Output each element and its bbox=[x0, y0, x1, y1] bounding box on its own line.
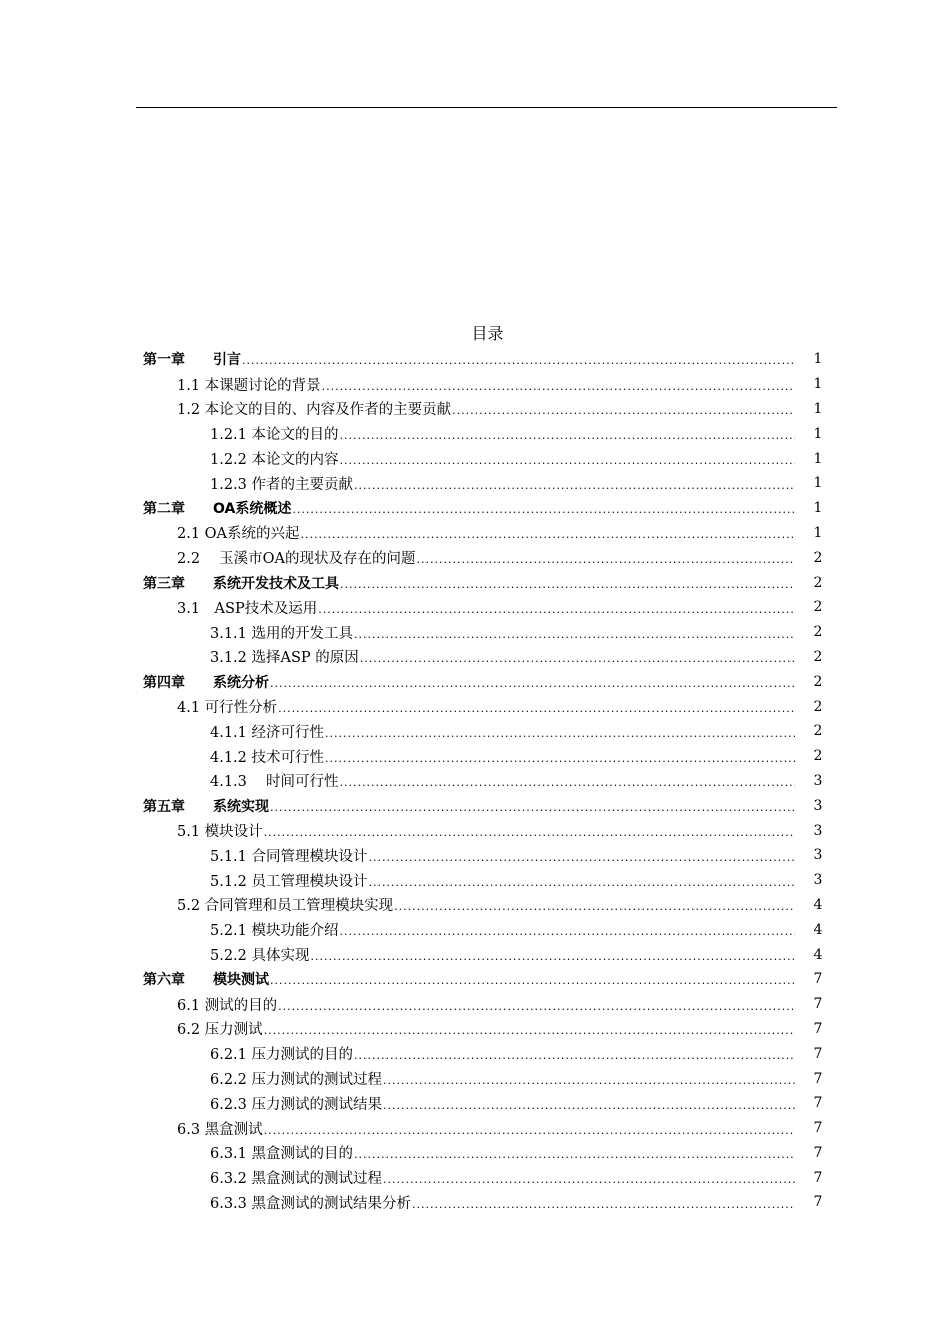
dot-leader bbox=[412, 1198, 795, 1211]
toc-entry-page-number: 4 bbox=[813, 921, 823, 938]
toc-entry-title: 4.1.1 经济可行性 bbox=[210, 724, 325, 741]
dot-leader bbox=[340, 776, 795, 789]
toc-entry-page-number: 4 bbox=[813, 896, 823, 913]
toc-entry-level-2[interactable] bbox=[0, 1017, 950, 1042]
header-rule bbox=[136, 107, 837, 108]
toc-entry-title: 第二章 OA系统概述 bbox=[143, 501, 292, 518]
toc-entry-leader bbox=[210, 473, 795, 494]
toc-entry-leader bbox=[210, 845, 795, 866]
toc-entry-page-number: 1 bbox=[813, 450, 823, 467]
dot-leader bbox=[354, 479, 795, 492]
toc-entry-level-2[interactable] bbox=[0, 595, 950, 620]
toc-entry-leader bbox=[210, 770, 795, 791]
toc-entry-title: 第四章 系统分析 bbox=[143, 674, 269, 691]
toc-entry-level-2[interactable] bbox=[0, 545, 950, 570]
toc-entry-page-number: 1 bbox=[813, 524, 823, 541]
toc-entry-title: 6.3.1 黑盒测试的目的 bbox=[210, 1146, 354, 1163]
toc-entry-level-3[interactable] bbox=[0, 719, 950, 744]
toc-entry-title: 第五章 系统实现 bbox=[143, 798, 269, 815]
toc-entry-title: 5.2.1 模块功能介绍 bbox=[210, 923, 339, 940]
dot-leader bbox=[264, 826, 795, 839]
dot-leader bbox=[325, 752, 795, 765]
toc-entry-level-1[interactable] bbox=[0, 496, 950, 521]
toc-entry-title: 6.2.3 压力测试的测试结果 bbox=[210, 1096, 383, 1113]
toc-entry-leader bbox=[210, 746, 795, 767]
toc-entry-page-number: 2 bbox=[813, 574, 823, 591]
toc-entry-level-1[interactable] bbox=[0, 967, 950, 992]
toc-entry-leader bbox=[143, 969, 795, 989]
toc-entry-level-3[interactable] bbox=[0, 421, 950, 446]
toc-entry-title: 3.1 ASP技术及运用 bbox=[177, 600, 318, 617]
toc-entry-page-number: 2 bbox=[813, 748, 823, 765]
dot-leader bbox=[340, 454, 795, 467]
toc-entry-title: 6.3 黑盒测试 bbox=[177, 1121, 263, 1138]
toc-entry-level-3[interactable] bbox=[0, 1141, 950, 1166]
dot-leader bbox=[354, 1049, 795, 1062]
toc-entry-page-number: 1 bbox=[813, 400, 823, 417]
toc-entry-leader bbox=[210, 622, 795, 643]
toc-entry-level-2[interactable] bbox=[0, 893, 950, 918]
dot-leader bbox=[301, 528, 795, 541]
toc-entry-leader bbox=[177, 374, 795, 395]
toc-entry-title: 第六章 模块测试 bbox=[143, 972, 269, 989]
toc-entry-level-3[interactable] bbox=[0, 1165, 950, 1190]
dot-leader bbox=[278, 1000, 795, 1013]
toc-entry-level-2[interactable] bbox=[0, 818, 950, 843]
toc-entry-title: 6.2 压力测试 bbox=[177, 1022, 263, 1039]
dot-leader bbox=[383, 1173, 795, 1186]
dot-leader bbox=[369, 876, 795, 889]
toc-entry-page-number: 7 bbox=[813, 971, 823, 988]
toc-entry-page-number: 7 bbox=[813, 1045, 823, 1062]
toc-entry-page-number: 3 bbox=[813, 797, 823, 814]
toc-entry-title: 2.2 玉溪市OA的现状及存在的问题 bbox=[177, 551, 416, 568]
toc-entry-leader bbox=[210, 944, 795, 965]
toc-entry-title: 5.1.1 合同管理模块设计 bbox=[210, 848, 368, 865]
toc-entry-leader bbox=[143, 672, 795, 692]
toc-entry-page-number: 2 bbox=[813, 624, 823, 641]
toc-entry-page-number: 2 bbox=[813, 549, 823, 566]
dot-leader bbox=[311, 950, 795, 963]
toc-entry-title: 5.2 合同管理和员工管理模块实现 bbox=[177, 898, 394, 915]
toc-entry-page-number: 7 bbox=[813, 1070, 823, 1087]
toc-entry-leader bbox=[143, 796, 795, 816]
toc-entry-leader bbox=[177, 398, 795, 419]
dot-leader bbox=[242, 354, 795, 367]
toc-entry-page-number: 3 bbox=[813, 847, 823, 864]
toc-entry-title: 6.3.2 黑盒测试的测试过程 bbox=[210, 1171, 383, 1188]
dot-leader bbox=[278, 702, 795, 715]
toc-entry-leader bbox=[210, 1068, 795, 1089]
toc-entry-title: 3.1.2 选择ASP 的原因 bbox=[210, 650, 359, 667]
toc-entry-title: 第三章 系统开发技术及工具 bbox=[143, 575, 339, 592]
toc-entry-page-number: 2 bbox=[813, 698, 823, 715]
toc-entry-leader bbox=[210, 919, 795, 940]
toc-entry-title: 6.2.1 压力测试的目的 bbox=[210, 1047, 354, 1064]
toc-entry-page-number: 2 bbox=[813, 648, 823, 665]
dot-leader bbox=[292, 503, 795, 516]
toc-entry-title: 1.1 本课题讨论的背景 bbox=[177, 377, 321, 394]
toc-entry-title: 3.1.1 选用的开发工具 bbox=[210, 625, 354, 642]
dot-leader bbox=[417, 553, 795, 566]
toc-entry-level-3[interactable] bbox=[0, 1091, 950, 1116]
toc-entry-level-1[interactable] bbox=[0, 570, 950, 595]
toc-entry-page-number: 1 bbox=[813, 500, 823, 517]
toc-entry-leader bbox=[177, 994, 795, 1015]
toc-entry-leader bbox=[177, 820, 795, 841]
toc-entry-page-number: 1 bbox=[813, 376, 823, 393]
dot-leader bbox=[340, 429, 795, 442]
toc-entry-leader bbox=[210, 448, 795, 469]
toc-entry-leader bbox=[210, 1192, 795, 1213]
toc-entry-leader bbox=[210, 1142, 795, 1163]
toc-entry-page-number: 7 bbox=[813, 1169, 823, 1186]
toc-entry-level-3[interactable] bbox=[0, 744, 950, 769]
toc-entry-leader bbox=[210, 870, 795, 891]
dot-leader bbox=[270, 974, 795, 987]
toc-entry-title: 第一章 引言 bbox=[143, 352, 241, 369]
toc-entry-page-number: 7 bbox=[813, 1120, 823, 1137]
toc-entry-level-3[interactable] bbox=[0, 446, 950, 471]
toc-entry-title: 1.2.1 本论文的目的 bbox=[210, 427, 339, 444]
toc-entry-page-number: 4 bbox=[813, 946, 823, 963]
toc-entry-level-2[interactable] bbox=[0, 694, 950, 719]
toc-entry-level-2[interactable] bbox=[0, 397, 950, 422]
dot-leader bbox=[354, 628, 795, 641]
toc-entry-level-3[interactable] bbox=[0, 1190, 950, 1215]
toc-entry-page-number: 3 bbox=[813, 772, 823, 789]
toc-entry-title: 6.2.2 压力测试的测试过程 bbox=[210, 1072, 383, 1088]
toc-entry-leader bbox=[143, 498, 795, 518]
dot-leader bbox=[383, 1074, 795, 1087]
toc-entry-page-number: 2 bbox=[813, 599, 823, 616]
dot-leader bbox=[452, 404, 795, 417]
dot-leader bbox=[325, 727, 795, 740]
toc-entry-level-3[interactable] bbox=[0, 843, 950, 868]
dot-leader bbox=[264, 1024, 795, 1037]
toc-entry-leader bbox=[210, 1093, 795, 1114]
toc-entry-leader bbox=[143, 349, 795, 369]
toc-entry-level-3[interactable] bbox=[0, 769, 950, 794]
toc-entry-level-3[interactable] bbox=[0, 1041, 950, 1066]
toc-entry-level-2[interactable] bbox=[0, 1116, 950, 1141]
toc-entry-leader bbox=[177, 1018, 795, 1039]
toc-entry-title: 5.1 模块设计 bbox=[177, 824, 263, 841]
toc-entry-level-2[interactable] bbox=[0, 521, 950, 546]
toc-entry-title: 4.1.2 技术可行性 bbox=[210, 749, 325, 766]
toc-entry-leader bbox=[177, 597, 795, 618]
dot-leader bbox=[318, 603, 795, 616]
toc-entry-level-3[interactable] bbox=[0, 1066, 950, 1091]
toc-entry-title: 5.2.2 具体实现 bbox=[210, 948, 310, 965]
toc-entry-title: 1.2 本论文的目的、内容及作者的主要贡献 bbox=[177, 402, 452, 419]
toc-entry-page-number: 7 bbox=[813, 1095, 823, 1112]
toc-entry-level-3[interactable] bbox=[0, 471, 950, 496]
toc-entry-level-1[interactable] bbox=[0, 793, 950, 818]
table-of-contents bbox=[0, 347, 950, 1215]
toc-entry-level-1[interactable] bbox=[0, 347, 950, 372]
toc-entry-leader bbox=[177, 1118, 795, 1139]
toc-entry-page-number: 2 bbox=[813, 723, 823, 740]
toc-entry-page-number: 7 bbox=[813, 1020, 823, 1037]
toc-entry-page-number: 7 bbox=[813, 1144, 823, 1161]
toc-entry-title: 1.2.3 作者的主要贡献 bbox=[210, 476, 354, 493]
toc-entry-title: 1.2.2 本论文的内容 bbox=[210, 452, 339, 469]
dot-leader bbox=[369, 851, 795, 864]
toc-entry-leader bbox=[210, 1043, 795, 1064]
toc-entry-page-number: 7 bbox=[813, 996, 823, 1013]
toc-entry-level-3[interactable] bbox=[0, 868, 950, 893]
toc-entry-leader bbox=[210, 721, 795, 742]
dot-leader bbox=[264, 1124, 795, 1137]
toc-entry-leader bbox=[177, 547, 795, 568]
toc-entry-level-2[interactable] bbox=[0, 992, 950, 1017]
dot-leader bbox=[340, 578, 795, 591]
toc-entry-page-number: 3 bbox=[813, 872, 823, 889]
dot-leader bbox=[270, 801, 795, 814]
dot-leader bbox=[270, 677, 795, 690]
toc-entry-page-number: 2 bbox=[813, 673, 823, 690]
toc-entry-page-number: 1 bbox=[813, 351, 823, 368]
toc-entry-leader bbox=[210, 1167, 795, 1188]
dot-leader bbox=[340, 925, 795, 938]
toc-entry-leader bbox=[210, 646, 795, 667]
toc-entry-level-3[interactable] bbox=[0, 917, 950, 942]
dot-leader bbox=[394, 900, 795, 913]
toc-entry-title: 2.1 OA系统的兴起 bbox=[177, 526, 300, 543]
toc-entry-level-3[interactable] bbox=[0, 942, 950, 967]
toc-entry-title: 6.1 测试的目的 bbox=[177, 997, 278, 1014]
toc-entry-page-number: 1 bbox=[813, 475, 823, 492]
dot-leader bbox=[360, 652, 795, 665]
toc-entry-leader bbox=[177, 696, 795, 717]
toc-entry-title: 4.1 可行性分析 bbox=[177, 700, 278, 717]
toc-title: 目录 bbox=[471, 324, 504, 343]
toc-entry-leader bbox=[143, 573, 795, 593]
toc-entry-leader bbox=[177, 522, 795, 543]
toc-entry-page-number: 3 bbox=[813, 822, 823, 839]
toc-entry-title: 6.3.3 黑盒测试的测试结果分析 bbox=[210, 1195, 412, 1212]
dot-leader bbox=[354, 1148, 795, 1161]
toc-entry-title: 5.1.2 员工管理模块设计 bbox=[210, 873, 368, 890]
toc-entry-leader bbox=[177, 894, 795, 915]
toc-entry-level-3[interactable] bbox=[0, 620, 950, 645]
toc-entry-level-3[interactable] bbox=[0, 645, 950, 670]
dot-leader bbox=[383, 1099, 795, 1112]
toc-entry-level-1[interactable] bbox=[0, 669, 950, 694]
toc-entry-level-2[interactable] bbox=[0, 372, 950, 397]
toc-entry-title: 4.1.3 时间可行性 bbox=[210, 774, 339, 791]
dot-leader bbox=[322, 380, 795, 393]
toc-entry-leader bbox=[210, 423, 795, 444]
toc-entry-page-number: 7 bbox=[813, 1194, 823, 1211]
toc-entry-page-number: 1 bbox=[813, 425, 823, 442]
